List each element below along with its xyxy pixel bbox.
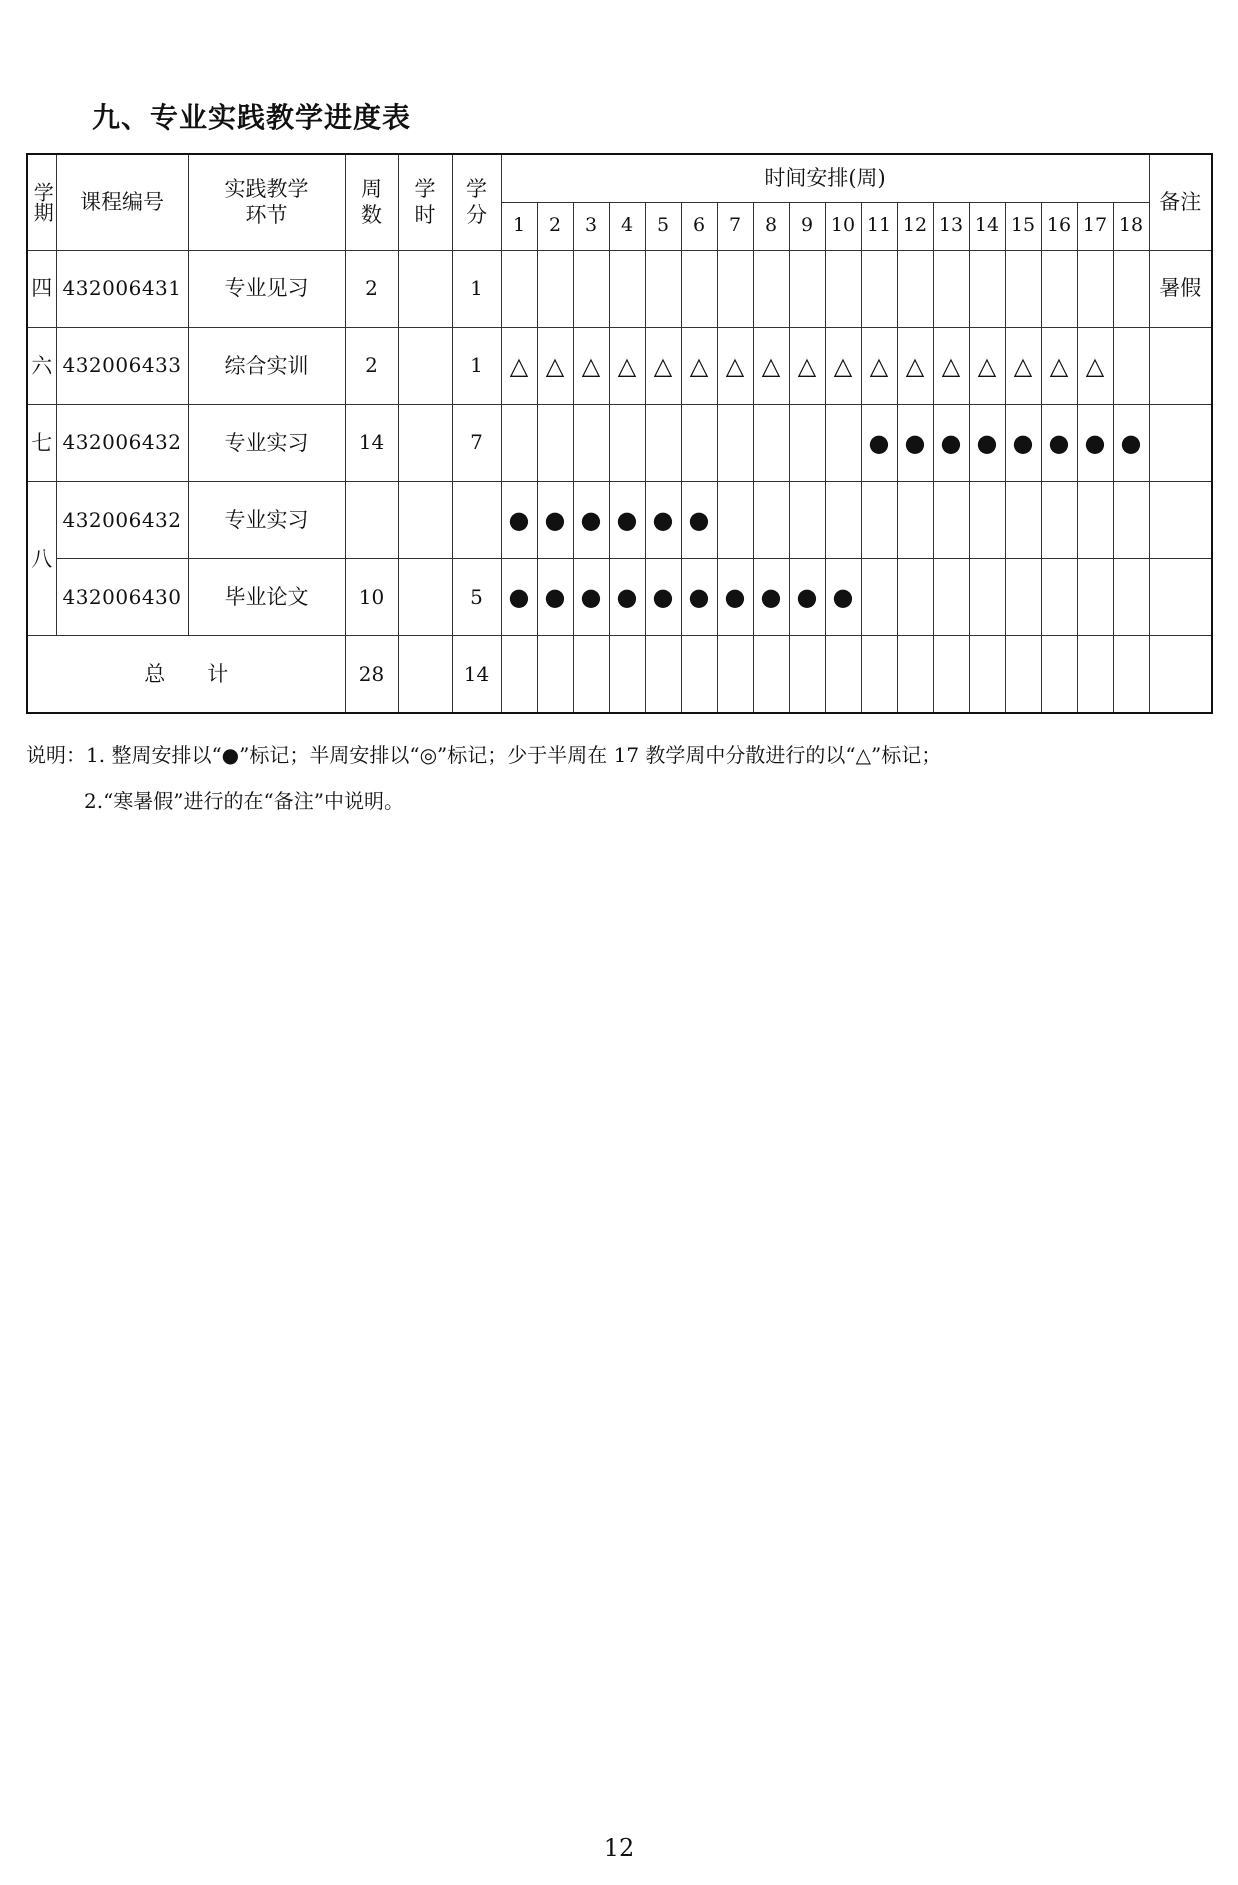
cell-practice-name: 专业见习 — [188, 250, 345, 327]
cell-weeks: 14 — [345, 404, 398, 481]
total-weeks: 28 — [345, 636, 398, 713]
week-mark — [789, 404, 825, 481]
cell-weeks: 2 — [345, 250, 398, 327]
week-mark — [1077, 250, 1113, 327]
note-2: 2.“寒暑假”进行的在“备注”中说明。 — [84, 789, 404, 813]
week-mark: ● — [645, 481, 681, 558]
week-mark: △ — [969, 327, 1005, 404]
cell-remark — [1149, 327, 1212, 404]
week-mark — [969, 559, 1005, 636]
week-mark: △ — [933, 327, 969, 404]
week-mark: ● — [753, 559, 789, 636]
week-mark: ● — [573, 481, 609, 558]
cell-practice-name: 毕业论文 — [188, 559, 345, 636]
week-mark — [1113, 250, 1149, 327]
week-mark: △ — [1077, 327, 1113, 404]
week-mark: ● — [717, 559, 753, 636]
week-number-14: 14 — [969, 202, 1005, 250]
table-row — [27, 481, 1212, 558]
cell-remark — [1149, 559, 1212, 636]
week-mark: ● — [1113, 404, 1149, 481]
week-mark — [1113, 559, 1149, 636]
week-mark: △ — [717, 327, 753, 404]
week-mark — [933, 481, 969, 558]
week-mark — [753, 636, 789, 713]
week-mark: △ — [537, 327, 573, 404]
header-course-code: 课程编号 — [56, 154, 188, 250]
week-mark: ● — [501, 559, 537, 636]
week-mark — [1041, 250, 1077, 327]
header-hours — [398, 154, 452, 250]
week-mark — [1113, 327, 1149, 404]
week-mark — [645, 250, 681, 327]
total-label: 总 计 — [27, 636, 345, 713]
week-mark: ● — [789, 559, 825, 636]
week-mark — [537, 404, 573, 481]
cell-weeks: 2 — [345, 327, 398, 404]
cell-course-code: 432006433 — [56, 327, 188, 404]
cell-semester: 六 — [27, 327, 56, 404]
week-number-11: 11 — [861, 202, 897, 250]
page-number: 12 — [603, 1834, 635, 1862]
week-number-4: 4 — [609, 202, 645, 250]
week-mark — [825, 636, 861, 713]
week-mark: ● — [897, 404, 933, 481]
week-mark: △ — [609, 327, 645, 404]
cell-practice-name: 综合实训 — [188, 327, 345, 404]
header-credits — [452, 154, 501, 250]
week-mark: ● — [645, 559, 681, 636]
week-mark: ● — [681, 559, 717, 636]
cell-credits: 1 — [452, 250, 501, 327]
total-hours — [398, 636, 452, 713]
table-row — [27, 559, 1212, 636]
total-row — [27, 636, 1212, 713]
week-number-6: 6 — [681, 202, 717, 250]
cell-semester: 四 — [27, 250, 56, 327]
cell-credits: 5 — [452, 559, 501, 636]
cell-course-code: 432006432 — [56, 404, 188, 481]
cell-hours — [398, 327, 452, 404]
week-mark — [897, 250, 933, 327]
page-title: 九、专业实践教学进度表 — [92, 101, 412, 134]
week-mark — [933, 636, 969, 713]
week-mark — [861, 636, 897, 713]
week-number-16: 16 — [1041, 202, 1077, 250]
week-number-12: 12 — [897, 202, 933, 250]
cell-remark — [1149, 636, 1212, 713]
header-semester: 学期 — [27, 154, 56, 250]
week-mark — [789, 636, 825, 713]
week-mark — [609, 250, 645, 327]
total-credits: 14 — [452, 636, 501, 713]
cell-weeks: 10 — [345, 559, 398, 636]
week-mark — [1077, 636, 1113, 713]
week-mark: ● — [861, 404, 897, 481]
week-number-17: 17 — [1077, 202, 1113, 250]
cell-hours — [398, 404, 452, 481]
week-mark: ● — [537, 559, 573, 636]
cell-semester: 八 — [27, 481, 56, 635]
week-mark — [681, 404, 717, 481]
week-mark — [645, 404, 681, 481]
week-mark — [825, 404, 861, 481]
week-mark — [861, 559, 897, 636]
week-mark: ● — [933, 404, 969, 481]
week-mark — [897, 636, 933, 713]
cell-practice-name: 专业实习 — [188, 481, 345, 558]
cell-remark — [1149, 404, 1212, 481]
header-practice-name — [188, 154, 345, 250]
week-mark: △ — [753, 327, 789, 404]
week-mark — [789, 481, 825, 558]
cell-course-code: 432006431 — [56, 250, 188, 327]
note-1: 说明：1. 整周安排以“●”标记；半周安排以“◎”标记；少于半周在 17 教学周中分散进行的以“△”标记； — [26, 743, 942, 767]
week-mark — [825, 481, 861, 558]
header-hours-text: 学时 — [414, 177, 436, 228]
header-practice-name-text: 实践教学环节 — [224, 177, 309, 228]
week-mark: △ — [573, 327, 609, 404]
week-mark: ● — [537, 481, 573, 558]
week-mark — [1005, 250, 1041, 327]
notes — [26, 732, 941, 824]
table-row — [27, 250, 1212, 327]
week-mark — [1041, 559, 1077, 636]
week-mark: △ — [789, 327, 825, 404]
header-weeks-text: 周数 — [361, 177, 382, 228]
week-number-18: 18 — [1113, 202, 1149, 250]
week-mark: ● — [1005, 404, 1041, 481]
week-mark — [717, 636, 753, 713]
cell-credits: 1 — [452, 327, 501, 404]
week-mark: ● — [609, 559, 645, 636]
week-mark — [681, 250, 717, 327]
week-mark — [753, 250, 789, 327]
week-mark: ● — [609, 481, 645, 558]
week-mark — [501, 250, 537, 327]
week-number-10: 10 — [825, 202, 861, 250]
week-mark — [897, 481, 933, 558]
header-weeks — [345, 154, 398, 250]
cell-remark: 暑假 — [1149, 250, 1212, 327]
week-mark: △ — [1041, 327, 1077, 404]
week-mark: △ — [645, 327, 681, 404]
week-mark — [1005, 481, 1041, 558]
week-mark — [825, 250, 861, 327]
week-mark — [1113, 636, 1149, 713]
cell-practice-name: 专业实习 — [188, 404, 345, 481]
cell-hours — [398, 559, 452, 636]
week-mark — [897, 559, 933, 636]
cell-remark — [1149, 481, 1212, 558]
week-number-7: 7 — [717, 202, 753, 250]
table-row — [27, 327, 1212, 404]
week-mark: ● — [681, 481, 717, 558]
week-mark — [609, 636, 645, 713]
cell-hours — [398, 481, 452, 558]
week-mark — [753, 404, 789, 481]
cell-course-code: 432006432 — [56, 481, 188, 558]
week-mark: ● — [969, 404, 1005, 481]
week-number-15: 15 — [1005, 202, 1041, 250]
week-mark — [1005, 636, 1041, 713]
week-number-2: 2 — [537, 202, 573, 250]
week-mark — [537, 250, 573, 327]
week-mark — [609, 404, 645, 481]
week-mark: ● — [1041, 404, 1077, 481]
week-mark: △ — [681, 327, 717, 404]
week-mark: △ — [1005, 327, 1041, 404]
week-number-9: 9 — [789, 202, 825, 250]
practice-schedule-table — [26, 153, 1213, 714]
week-mark — [1113, 481, 1149, 558]
table-row — [27, 404, 1212, 481]
week-mark — [501, 404, 537, 481]
week-mark — [969, 250, 1005, 327]
week-mark — [861, 481, 897, 558]
cell-credits: 7 — [452, 404, 501, 481]
week-mark — [933, 250, 969, 327]
week-mark — [537, 636, 573, 713]
cell-course-code: 432006430 — [56, 559, 188, 636]
header-credits-text: 学分 — [466, 177, 487, 228]
week-number-5: 5 — [645, 202, 681, 250]
week-mark: △ — [501, 327, 537, 404]
week-mark — [1077, 481, 1113, 558]
week-number-13: 13 — [933, 202, 969, 250]
week-mark — [717, 481, 753, 558]
week-mark — [681, 636, 717, 713]
cell-semester: 七 — [27, 404, 56, 481]
week-mark: ● — [573, 559, 609, 636]
week-mark: △ — [897, 327, 933, 404]
cell-weeks — [345, 481, 398, 558]
week-mark — [1041, 636, 1077, 713]
week-mark — [933, 559, 969, 636]
week-mark — [573, 250, 609, 327]
week-mark — [501, 636, 537, 713]
week-mark: ● — [501, 481, 537, 558]
week-mark — [1077, 559, 1113, 636]
week-mark — [789, 250, 825, 327]
week-mark: △ — [861, 327, 897, 404]
week-mark — [753, 481, 789, 558]
week-number-8: 8 — [753, 202, 789, 250]
header-schedule: 时间安排(周) — [501, 154, 1149, 202]
week-mark: △ — [825, 327, 861, 404]
week-mark — [1041, 481, 1077, 558]
week-mark — [1005, 559, 1041, 636]
cell-hours — [398, 250, 452, 327]
week-mark — [717, 250, 753, 327]
week-mark — [573, 636, 609, 713]
week-mark: ● — [1077, 404, 1113, 481]
week-mark — [573, 404, 609, 481]
week-mark — [969, 636, 1005, 713]
week-number-3: 3 — [573, 202, 609, 250]
cell-credits — [452, 481, 501, 558]
week-mark — [861, 250, 897, 327]
week-mark — [969, 481, 1005, 558]
header-remark: 备注 — [1149, 154, 1212, 250]
week-mark — [645, 636, 681, 713]
week-number-1: 1 — [501, 202, 537, 250]
week-mark — [717, 404, 753, 481]
week-mark: ● — [825, 559, 861, 636]
